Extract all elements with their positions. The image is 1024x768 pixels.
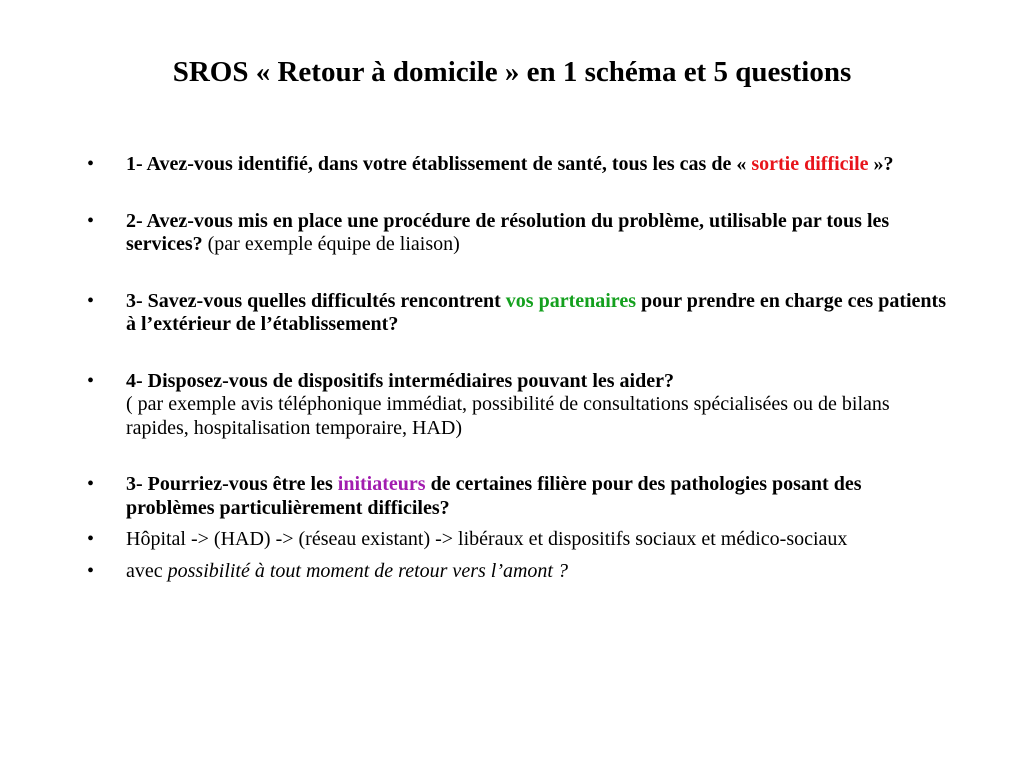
question-3 <box>84 290 954 337</box>
question-5-end: de certaines filière pour des pathologies posant des problèmes particulièrement difficiles? <box>126 473 862 519</box>
pathway-text: Hôpital -> (HAD) -> (réseau existant) -> libéraux et dispositifs sociaux et médico-sociaux <box>126 528 848 550</box>
question-4 <box>84 370 954 441</box>
question-1-highlight: sortie difficile <box>751 153 869 175</box>
question-5 <box>84 473 954 520</box>
question-2-example: (par exemple équipe de liaison) <box>207 233 460 255</box>
return-text: possibilité à tout moment de retour vers l’amont ? <box>167 559 568 582</box>
question-1-end: »? <box>873 153 894 175</box>
question-1-text: 1- Avez-vous identifié, dans votre établissement de santé, tous les cas de « <box>126 153 747 175</box>
slide-title: SROS « Retour à domicile » en 1 schéma et 5 questions <box>172 56 852 88</box>
pathway-item <box>84 528 954 552</box>
return-prefix: avec <box>126 559 163 582</box>
question-4-text: • 4- Disposez-vous de dispositifs intermédiaires pouvant les aider? <box>126 369 674 392</box>
question-2-text: 2- Avez-vous mis en place une procédure de résolution du problème, utilisable par tous les services? <box>126 209 890 255</box>
question-5-text: 3- Pourriez-vous être les <box>126 473 333 495</box>
question-2 <box>84 210 954 257</box>
question-1 <box>84 153 954 177</box>
question-4-example: ( par exemple avis téléphonique immédiat, possibilité de consultations spécialisées ou de bilans rapides, hospitalisation temporaire, HAD) <box>126 393 890 439</box>
question-3-text: 3- Savez-vous quelles difficultés rencontrent <box>126 289 501 312</box>
question-5-highlight: initiateurs <box>337 473 426 495</box>
question-3-end: pour prendre en charge ces patients à l’extérieur de l’établissement? <box>126 289 946 335</box>
question-list <box>84 153 954 583</box>
question-3-highlight: vos partenaires <box>505 289 636 312</box>
return-item <box>84 560 954 584</box>
